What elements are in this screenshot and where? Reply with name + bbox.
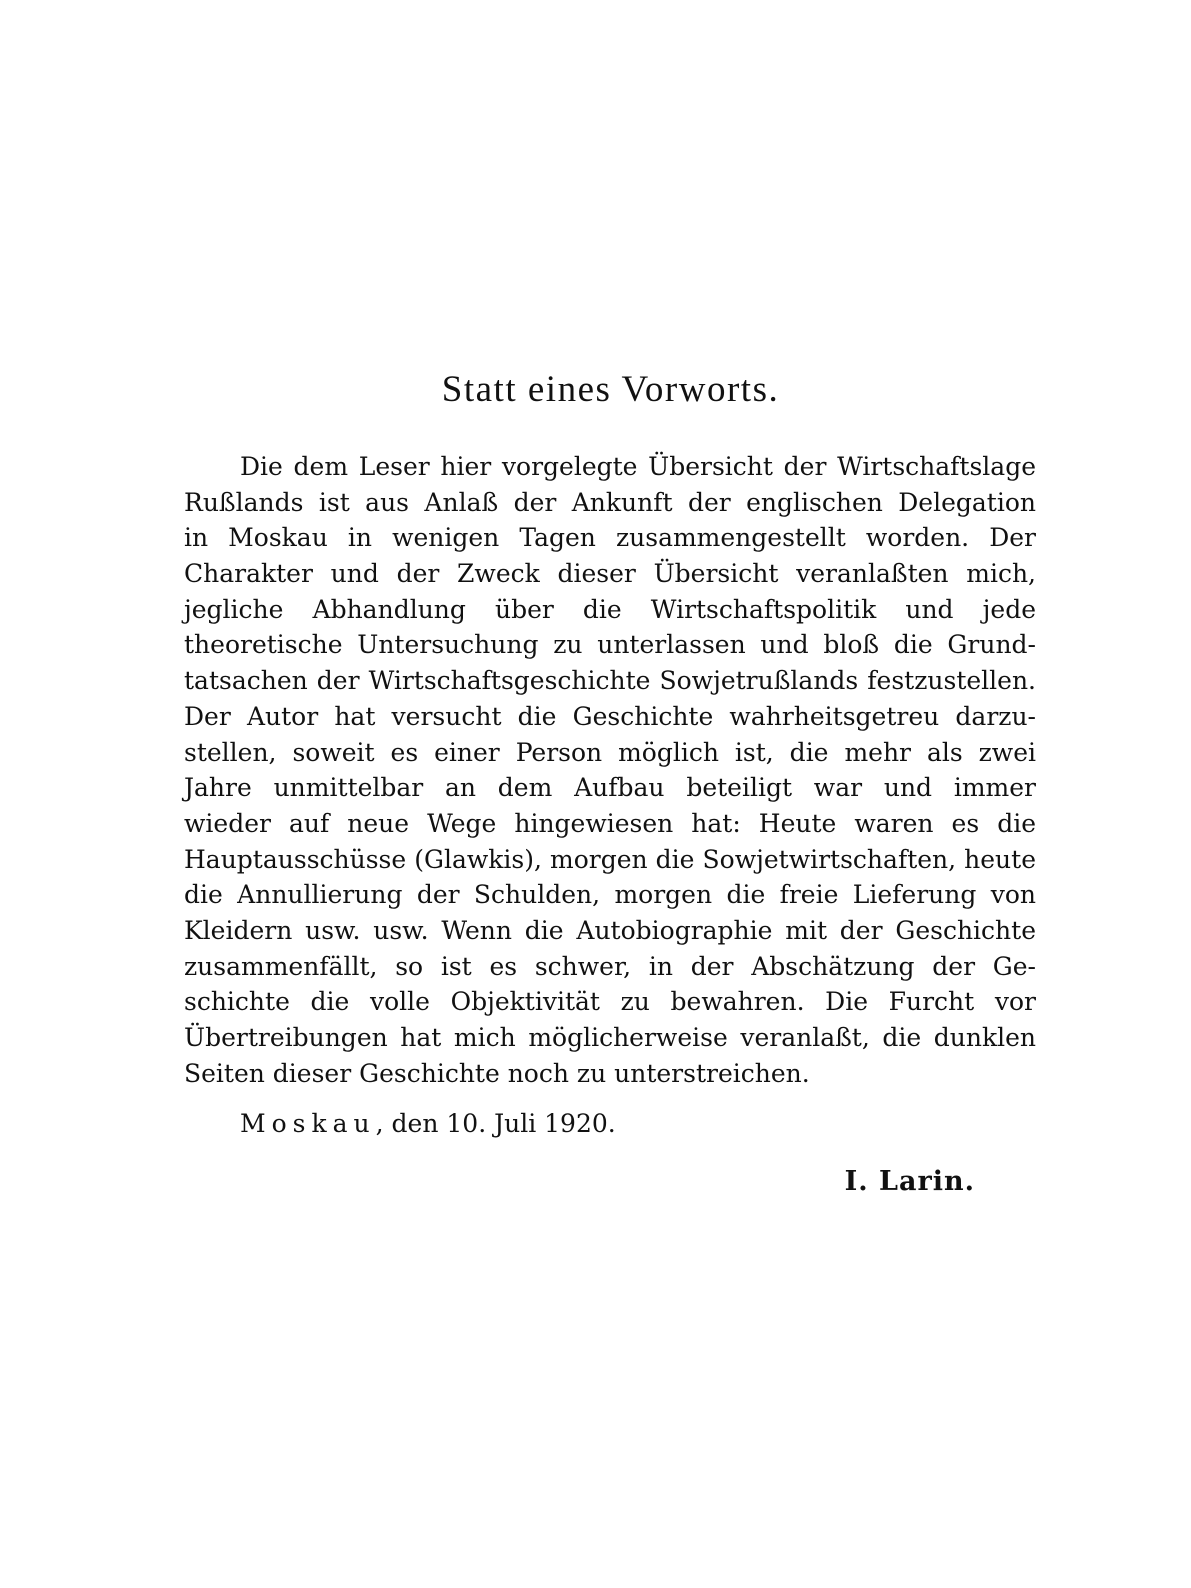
paragraph-line: tatsachen der Wirtschaftsgeschichte Sowjetrußlands festzustellen. [184, 666, 1036, 696]
paragraph-line: Der Autor hat versucht die Geschichte wahrheitsgetreu darzu- [184, 701, 1036, 731]
paragraph-line: Kleidern usw. usw. Wenn die Autobiographie mit der Geschichte [184, 915, 1036, 945]
dateline-date: , den 10. Juli 1920. [375, 1109, 616, 1138]
paragraph-line: wieder auf neue Wege hingewiesen hat: Heute waren es die [184, 808, 1036, 838]
paragraph-line: jegliche Abhandlung über die Wirtschaftspolitik und jede [184, 594, 1036, 624]
paragraph-line: die Annullierung der Schulden, morgen die freie Lieferung von [184, 880, 1036, 910]
author-signature: I. Larin. [844, 1166, 975, 1197]
paragraph-line: Jahre unmittelbar an dem Aufbau beteiligt war und immer [184, 773, 1036, 803]
paragraph-line: Rußlands ist aus Anlaß der Ankunft der englischen Delegation [184, 487, 1036, 517]
paragraph-line: Die dem Leser hier vorgelegte Übersicht der Wirtschaftslage [240, 452, 1036, 481]
paragraph-line: in Moskau in wenigen Tagen zusammengestellt worden. Der [184, 523, 1036, 553]
page-title: Statt eines Vorworts. [441, 369, 780, 410]
paragraph-line: Hauptausschüsse (Glawkis), morgen die Sowjetwirtschaften, heute [184, 844, 1036, 874]
paragraph-line: Charakter und der Zweck dieser Übersicht veranlaßten mich, [184, 559, 1036, 589]
paragraph-line: stellen, soweit es einer Person möglich ist, die mehr als zwei [184, 737, 1036, 767]
dateline [240, 1106, 616, 1141]
paragraph-line: schichte die volle Objektivität zu bewahren. Die Furcht vor [184, 987, 1036, 1017]
dateline-place: Moskau [240, 1109, 376, 1138]
paragraph-line: zusammenfällt, so ist es schwer, in der Abschätzung der Ge- [184, 951, 1036, 981]
paragraph-line: Seiten dieser Geschichte noch zu unterstreichen. [184, 1058, 810, 1088]
paragraph-line: theoretische Untersuchung zu unterlassen und bloß die Grund- [184, 630, 1036, 660]
paragraph-line: Übertreibungen hat mich möglicherweise veranlaßt, die dunklen [184, 1023, 1036, 1052]
body-paragraph [184, 449, 1036, 1091]
